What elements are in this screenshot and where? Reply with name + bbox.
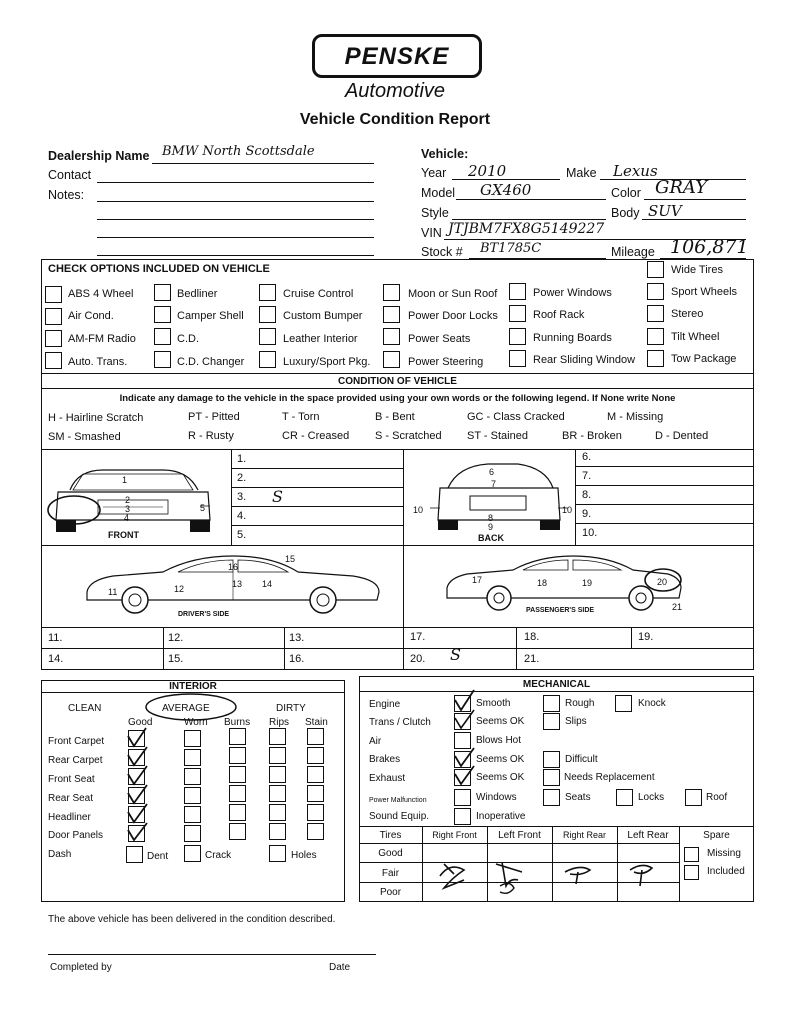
legend-item: PT - Pitted bbox=[188, 411, 240, 423]
checkbox-moon-sun-roof[interactable] bbox=[383, 284, 400, 301]
interior-row-label: Rear Seat bbox=[48, 793, 94, 804]
mech-row-label: Brakes bbox=[369, 754, 401, 765]
damage-num: 10. bbox=[582, 527, 598, 539]
option-label: Custom Bumper bbox=[283, 310, 363, 322]
damage-num: 18. bbox=[524, 631, 540, 643]
option-label: Bedliner bbox=[177, 288, 218, 300]
option-label: ABS 4 Wheel bbox=[68, 288, 134, 300]
notes-line-4[interactable] bbox=[97, 255, 374, 256]
grid-line bbox=[575, 504, 754, 505]
driver-view-label: DRIVER'S SIDE bbox=[178, 611, 230, 618]
interior-row-label: Front Seat bbox=[48, 774, 95, 785]
passenger-mark: 17 bbox=[472, 575, 483, 585]
checkbox-exhaust-needs-replacement[interactable] bbox=[543, 769, 560, 786]
mileage-label: Mileage bbox=[611, 245, 655, 259]
option-label: Leather Interior bbox=[283, 333, 358, 345]
grid-line bbox=[575, 485, 754, 486]
grid-line bbox=[41, 627, 754, 628]
mech-row-label: Air bbox=[369, 736, 382, 747]
checkbox-cd-changer[interactable] bbox=[154, 351, 171, 368]
legend-item: D - Dented bbox=[655, 430, 709, 442]
notes-line-2[interactable] bbox=[97, 219, 374, 220]
driver-mark: 11 bbox=[108, 587, 118, 597]
legend-item: T - Torn bbox=[282, 411, 320, 423]
checkbox-front-carpet-burns[interactable] bbox=[229, 728, 246, 745]
option-label: Sport Wheels bbox=[671, 286, 738, 298]
checkbox-front-seat-worn[interactable] bbox=[184, 768, 201, 785]
spare-option: Included bbox=[707, 866, 745, 877]
mech-option: Roof bbox=[706, 792, 728, 803]
tires-top-line bbox=[359, 826, 754, 827]
damage-num: 11. bbox=[48, 632, 63, 644]
damage-num: 14. bbox=[48, 653, 64, 665]
passenger-mark: 18 bbox=[537, 578, 548, 588]
damage-20-value: S bbox=[450, 645, 461, 664]
style-line[interactable] bbox=[452, 219, 606, 220]
checkbox-rear-seat-worn[interactable] bbox=[184, 787, 201, 804]
tires-header-line bbox=[359, 843, 679, 844]
damage-num: 20. bbox=[410, 653, 426, 665]
checkbox-wide-tires[interactable] bbox=[647, 261, 664, 278]
interior-col-burns: Burns bbox=[224, 717, 251, 728]
mech-option: Seems OK bbox=[476, 716, 525, 727]
option-label: AM-FM Radio bbox=[68, 333, 136, 345]
page-title: Vehicle Condition Report bbox=[299, 111, 491, 128]
driver-mark: 15 bbox=[285, 554, 296, 564]
driver-mark: 12 bbox=[174, 584, 185, 594]
grid-line bbox=[231, 525, 403, 526]
checkbox-headliner-rips[interactable] bbox=[269, 804, 286, 821]
checkbox-dash-crack[interactable] bbox=[184, 845, 201, 862]
back-mark: 9 bbox=[488, 522, 494, 532]
notes-label: Notes: bbox=[48, 188, 85, 202]
option-label: Rear Sliding Window bbox=[533, 354, 636, 366]
checkbox-rear-carpet-burns[interactable] bbox=[229, 747, 246, 764]
color-line[interactable] bbox=[644, 199, 746, 200]
mileage-value: 106,871 bbox=[670, 236, 749, 258]
damage-num: 15. bbox=[168, 653, 184, 665]
legend-item: CR - Creased bbox=[282, 430, 350, 442]
color-label: Color bbox=[611, 186, 641, 200]
legend-item: GC - Class Cracked bbox=[467, 411, 565, 423]
legend-item: ST - Stained bbox=[467, 430, 528, 442]
model-line[interactable] bbox=[456, 199, 606, 200]
checkbox-cd[interactable] bbox=[154, 328, 171, 345]
option-label: Power Door Locks bbox=[408, 310, 498, 322]
tires-row-label: Good bbox=[378, 848, 403, 859]
option-label: C.D. bbox=[177, 333, 199, 345]
interior-row-label: Front Carpet bbox=[48, 736, 105, 747]
front-mark: 1 bbox=[122, 475, 128, 485]
option-label: Wide Tires bbox=[671, 264, 723, 276]
checkbox-front-carpet-stain[interactable] bbox=[307, 728, 324, 745]
checkbox-dash-holes[interactable] bbox=[269, 845, 286, 862]
tires-col-header: Right Rear bbox=[562, 830, 607, 840]
mech-row-label: Exhaust bbox=[369, 773, 406, 784]
damage-num: 3. bbox=[237, 491, 247, 503]
option-label: Tilt Wheel bbox=[671, 331, 720, 343]
checkbox-bedliner[interactable] bbox=[154, 284, 171, 301]
option-label: Camper Shell bbox=[177, 310, 244, 322]
checkbox-rear-carpet-worn[interactable] bbox=[184, 749, 201, 766]
checkbox-rear-seat-stain[interactable] bbox=[307, 785, 324, 802]
checkbox-abs-4-wheel[interactable] bbox=[45, 286, 62, 303]
make-value: Lexus bbox=[613, 162, 658, 180]
damage-num: 9. bbox=[582, 508, 592, 520]
damage-num: 16. bbox=[289, 653, 305, 665]
condition-heading-divider bbox=[41, 388, 754, 389]
checkbox-sport-wheels[interactable] bbox=[647, 283, 664, 300]
option-label: Cruise Control bbox=[283, 288, 354, 300]
color-value: GRAY bbox=[655, 177, 708, 198]
checkbox-running-boards[interactable] bbox=[509, 328, 526, 345]
checkbox-power-door-locks[interactable] bbox=[383, 306, 400, 323]
checkbox-headliner-burns[interactable] bbox=[229, 804, 246, 821]
checkbox-front-carpet-rips[interactable] bbox=[269, 728, 286, 745]
checkbox-spare-included[interactable] bbox=[684, 865, 699, 880]
mechanical-checkmarks bbox=[450, 688, 480, 798]
grid-line bbox=[41, 545, 754, 546]
options-heading: CHECK OPTIONS INCLUDED ON VEHICLE bbox=[48, 263, 270, 275]
notes-line-3[interactable] bbox=[97, 237, 374, 238]
tires-row-label: Fair bbox=[381, 868, 400, 879]
dash-option: Holes bbox=[291, 850, 317, 861]
grid-line bbox=[41, 648, 754, 649]
checkbox-rear-sliding-window[interactable] bbox=[509, 350, 526, 367]
grid-line bbox=[284, 627, 285, 670]
front-view-label: FRONT bbox=[108, 530, 139, 540]
grid-line bbox=[516, 627, 517, 670]
mech-row-label: Sound Equip. bbox=[369, 811, 430, 822]
checkbox-power-locks-malfunction[interactable] bbox=[616, 789, 633, 806]
damage-num: 13. bbox=[289, 632, 305, 644]
vehicle-heading: Vehicle: bbox=[421, 147, 469, 161]
stock-label: Stock # bbox=[421, 245, 463, 259]
brand-subtitle: Automotive bbox=[344, 80, 446, 102]
option-label: Power Steering bbox=[408, 356, 484, 368]
dealership-line[interactable] bbox=[152, 163, 374, 164]
passenger-view-label: PASSENGER'S SIDE bbox=[526, 607, 595, 614]
legend-item: M - Missing bbox=[607, 411, 664, 423]
interior-dirty: DIRTY bbox=[276, 703, 306, 714]
brand-name: PENSKE bbox=[344, 43, 450, 70]
checkbox-rear-seat-rips[interactable] bbox=[269, 785, 286, 802]
driver-mark: 14 bbox=[262, 579, 273, 589]
legend-item: H - Hairline Scratch bbox=[48, 412, 144, 424]
checkbox-engine-rough[interactable] bbox=[543, 695, 560, 712]
car-back-diagram bbox=[428, 458, 568, 536]
checkbox-power-windows[interactable] bbox=[509, 283, 526, 300]
interior-clean: CLEAN bbox=[68, 703, 102, 714]
checkbox-stereo[interactable] bbox=[647, 305, 664, 322]
year-label: Year bbox=[421, 166, 447, 180]
back-view-label: BACK bbox=[478, 533, 504, 543]
delivery-statement: The above vehicle has been delivered in the condition described. bbox=[48, 914, 336, 925]
passenger-mark: 20 bbox=[657, 577, 668, 587]
model-value: GX460 bbox=[480, 181, 532, 199]
mech-option: Windows bbox=[476, 792, 517, 803]
mech-option: Smooth bbox=[476, 698, 511, 709]
option-label: Stereo bbox=[671, 308, 704, 320]
mech-option: Seems OK bbox=[476, 754, 525, 765]
notes-line-1[interactable] bbox=[97, 201, 374, 202]
grid-line bbox=[231, 487, 403, 488]
passenger-mark: 19 bbox=[582, 578, 593, 588]
option-label: Tow Package bbox=[671, 353, 737, 365]
front-mark: 2 bbox=[125, 495, 131, 505]
damage-num: 4. bbox=[237, 510, 247, 522]
interior-row-label: Headliner bbox=[48, 812, 91, 823]
grid-line bbox=[575, 466, 754, 467]
grid-line bbox=[41, 449, 754, 450]
legend-item: BR - Broken bbox=[562, 430, 622, 442]
checkbox-headliner-worn[interactable] bbox=[184, 806, 201, 823]
model-label: Model bbox=[421, 186, 456, 200]
tires-col-header: Left Rear bbox=[627, 830, 669, 841]
passenger-mark: 21 bbox=[672, 602, 683, 612]
condition-heading: CONDITION OF VEHICLE bbox=[338, 376, 457, 387]
legend-item: S - Scratched bbox=[375, 430, 442, 442]
option-label: Auto. Trans. bbox=[68, 356, 128, 368]
legend-item: SM - Smashed bbox=[48, 431, 121, 443]
option-label: Moon or Sun Roof bbox=[408, 288, 498, 300]
mech-option: Rough bbox=[565, 698, 595, 709]
legend-item: R - Rusty bbox=[188, 430, 234, 442]
date-label: Date bbox=[329, 962, 351, 973]
option-label: Roof Rack bbox=[533, 309, 585, 321]
year-value: 2010 bbox=[468, 162, 507, 180]
interior-heading: INTERIOR bbox=[169, 681, 217, 692]
checkbox-door-panels-rips[interactable] bbox=[269, 823, 286, 840]
interior-col-stain: Stain bbox=[305, 717, 328, 728]
interior-row-label: Rear Carpet bbox=[48, 755, 103, 766]
mechanical-heading: MECHANICAL bbox=[522, 679, 591, 690]
vin-label: VIN bbox=[421, 226, 442, 240]
mech-row-label: Trans / Clutch bbox=[369, 717, 431, 728]
checkbox-front-seat-rips[interactable] bbox=[269, 766, 286, 783]
option-label: Luxury/Sport Pkg. bbox=[283, 356, 371, 368]
grid-line bbox=[575, 523, 754, 524]
mech-option: Seems OK bbox=[476, 772, 525, 783]
tire-fair-marks bbox=[430, 858, 670, 904]
checkbox-front-seat-stain[interactable] bbox=[307, 766, 324, 783]
checkbox-tilt-wheel[interactable] bbox=[647, 328, 664, 345]
checkbox-front-seat-burns[interactable] bbox=[229, 766, 246, 783]
checkbox-power-seats-malfunction[interactable] bbox=[543, 789, 560, 806]
damage-num: 19. bbox=[638, 631, 654, 643]
grid-line bbox=[231, 506, 403, 507]
mech-option: Locks bbox=[638, 792, 665, 803]
dash-option: Dent bbox=[147, 851, 169, 862]
damage-num: 2. bbox=[237, 472, 247, 484]
front-mark: 5 bbox=[200, 503, 206, 513]
driver-mark: 13 bbox=[232, 579, 243, 589]
back-mark: 10 bbox=[413, 505, 424, 515]
grid-line bbox=[403, 449, 404, 627]
back-mark: 8 bbox=[488, 513, 494, 523]
front-mark: 3 bbox=[125, 504, 131, 514]
good-checkmarks bbox=[120, 724, 160, 859]
tires-col-header: Left Front bbox=[498, 830, 541, 841]
checkbox-door-panels-stain[interactable] bbox=[307, 823, 324, 840]
checkbox-power-roof-malfunction[interactable] bbox=[685, 789, 702, 806]
body-value: SUV bbox=[648, 202, 682, 220]
interior-col-good: Good bbox=[128, 717, 153, 728]
checkbox-sound-inoperative[interactable] bbox=[454, 808, 471, 825]
mech-option: Blows Hot bbox=[476, 735, 522, 746]
grid-line bbox=[631, 627, 632, 648]
grid-line bbox=[231, 468, 403, 469]
mech-option: Slips bbox=[565, 716, 587, 727]
tires-col-header: Right Front bbox=[432, 830, 477, 840]
checkbox-rear-carpet-rips[interactable] bbox=[269, 747, 286, 764]
damage-num: 1. bbox=[237, 453, 247, 465]
checkbox-custom-bumper[interactable] bbox=[259, 306, 276, 323]
interior-row-label: Door Panels bbox=[48, 830, 104, 841]
grid-line bbox=[231, 449, 232, 545]
checkbox-roof-rack[interactable] bbox=[509, 305, 526, 322]
vin-value: JTJBM7FX8G5149227 bbox=[448, 221, 605, 237]
damage-3-value: S bbox=[272, 487, 283, 506]
interior-row-label: Dash bbox=[48, 849, 72, 860]
checkbox-auto-trans[interactable] bbox=[45, 352, 62, 369]
back-mark: 10 bbox=[562, 505, 573, 515]
dealership-label: Dealership Name bbox=[48, 149, 150, 163]
legend-item: B - Bent bbox=[375, 411, 415, 423]
condition-divider bbox=[41, 373, 754, 374]
checkbox-luxury-sport[interactable] bbox=[259, 351, 276, 368]
checkbox-rear-carpet-stain[interactable] bbox=[307, 747, 324, 764]
damage-num: 7. bbox=[582, 470, 592, 482]
checkbox-door-panels-worn[interactable] bbox=[184, 825, 201, 842]
checkbox-tow-package[interactable] bbox=[647, 350, 664, 367]
mechanical-heading-divider bbox=[359, 691, 754, 692]
checkbox-power-steering[interactable] bbox=[383, 351, 400, 368]
option-label: Air Cond. bbox=[68, 310, 114, 322]
tires-row-label: Poor bbox=[379, 887, 402, 898]
option-label: Running Boards bbox=[533, 332, 612, 344]
mech-option: Seats bbox=[565, 792, 591, 803]
mech-option: Difficult bbox=[565, 754, 598, 765]
contact-line[interactable] bbox=[97, 182, 374, 183]
tires-col-header: Spare bbox=[703, 830, 730, 841]
dash-option: Crack bbox=[205, 850, 232, 861]
back-mark: 6 bbox=[489, 467, 495, 477]
checkbox-am-fm-radio[interactable] bbox=[45, 330, 62, 347]
body-label: Body bbox=[611, 206, 640, 220]
condition-instruction: Indicate any damage to the vehicle in the space provided using your own words or the following legend. If None write None bbox=[119, 393, 676, 404]
checkbox-front-carpet-worn[interactable] bbox=[184, 730, 201, 747]
signature-line[interactable] bbox=[48, 954, 376, 955]
checkbox-headliner-stain[interactable] bbox=[307, 804, 324, 821]
contact-label: Contact bbox=[48, 168, 92, 182]
mech-row-label: Engine bbox=[369, 699, 401, 710]
driver-mark: 16 bbox=[228, 562, 239, 572]
checkbox-door-panels-burns[interactable] bbox=[229, 823, 246, 840]
spare-option: Missing bbox=[707, 848, 741, 859]
tires-label: Tires bbox=[379, 830, 402, 841]
option-label: Power Windows bbox=[533, 287, 612, 299]
interior-col-rips: Rips bbox=[269, 717, 290, 728]
checkbox-rear-seat-burns[interactable] bbox=[229, 785, 246, 802]
checkbox-trans-slips[interactable] bbox=[543, 713, 560, 730]
damage-num: 17. bbox=[410, 631, 426, 643]
back-mark: 7 bbox=[491, 479, 497, 489]
checkbox-cruise-control[interactable] bbox=[259, 284, 276, 301]
checkbox-leather-interior[interactable] bbox=[259, 328, 276, 345]
mech-option: Needs Replacement bbox=[564, 772, 655, 783]
damage-num: 5. bbox=[237, 529, 247, 541]
stock-value: BT1785C bbox=[480, 241, 542, 256]
mech-row-label: Power Malfunction bbox=[369, 797, 427, 804]
mech-option: Knock bbox=[638, 698, 666, 709]
damage-num: 21. bbox=[524, 653, 540, 665]
option-label: C.D. Changer bbox=[177, 356, 245, 368]
interior-col-worn: Worn bbox=[184, 717, 208, 728]
damage-num: 12. bbox=[168, 632, 184, 644]
damage-num: 6. bbox=[582, 451, 592, 463]
checkbox-power-seats[interactable] bbox=[383, 328, 400, 345]
damage-num: 8. bbox=[582, 489, 592, 501]
grid-line bbox=[403, 627, 404, 670]
front-mark: 4 bbox=[124, 513, 130, 523]
mech-option: Inoperative bbox=[476, 811, 526, 822]
checkbox-air-cond[interactable] bbox=[45, 308, 62, 325]
make-label: Make bbox=[566, 166, 597, 180]
completed-by-label: Completed by bbox=[50, 962, 112, 973]
brand-logo bbox=[312, 34, 482, 78]
dealership-value: BMW North Scottsdale bbox=[162, 144, 315, 159]
checkbox-engine-knock[interactable] bbox=[615, 695, 632, 712]
checkbox-camper-shell[interactable] bbox=[154, 306, 171, 323]
grid-line bbox=[575, 449, 576, 545]
checkbox-brakes-difficult[interactable] bbox=[543, 751, 560, 768]
checkbox-spare-missing[interactable] bbox=[684, 847, 699, 862]
interior-average: AVERAGE bbox=[162, 703, 210, 714]
style-label: Style bbox=[421, 206, 449, 220]
option-label: Power Seats bbox=[408, 333, 471, 345]
grid-line bbox=[163, 627, 164, 670]
